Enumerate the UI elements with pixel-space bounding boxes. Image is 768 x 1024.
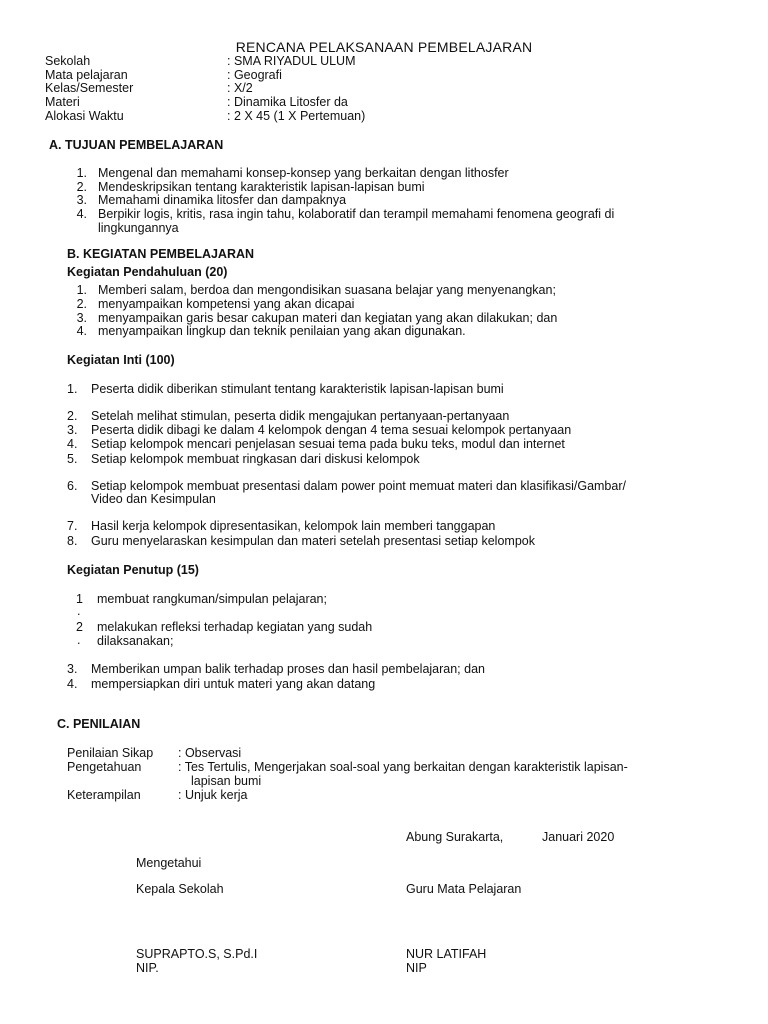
signature-place: Abung Surakarta, xyxy=(406,830,504,844)
list-item-dot: . xyxy=(77,633,81,647)
section-a-heading: A. TUJUAN PEMBELAJARAN xyxy=(49,138,224,152)
list-item-dot: . xyxy=(77,604,81,618)
list-item-number: 2 xyxy=(76,620,83,634)
list-item-number: 4. xyxy=(76,324,87,338)
identity-label-time: Alokasi Waktu xyxy=(45,109,124,123)
list-item-number: 2. xyxy=(76,297,87,311)
signature-right-role: Guru Mata Pelajaran xyxy=(406,882,522,896)
signature-left-nip: NIP. xyxy=(136,961,159,975)
penilaian-label: Penilaian Sikap xyxy=(67,746,154,760)
list-item: Memahami dinamika litosfer dan dampaknya xyxy=(98,193,347,207)
list-item-number: 8. xyxy=(67,534,78,548)
list-item-number: 3. xyxy=(67,662,78,676)
list-item-number: 2. xyxy=(67,409,78,423)
list-item-continuation: Video dan Kesimpulan xyxy=(91,492,216,506)
list-item-number: 1 xyxy=(76,592,83,606)
list-item-number: 5. xyxy=(67,452,78,466)
list-item-continuation: dilaksanakan; xyxy=(97,634,174,648)
identity-label-material: Materi xyxy=(45,95,80,109)
list-item: Hasil kerja kelompok dipresentasikan, kelompok lain memberi tanggapan xyxy=(91,519,496,533)
list-item-number: 4. xyxy=(67,437,78,451)
signature-mengetahui: Mengetahui xyxy=(136,856,202,870)
penilaian-label: Keterampilan xyxy=(67,788,141,802)
signature-left-role: Kepala Sekolah xyxy=(136,882,224,896)
list-item: Setelah melihat stimulan, peserta didik mengajukan pertanyaan-pertanyaan xyxy=(91,409,510,423)
identity-label-class: Kelas/Semester xyxy=(45,81,134,95)
list-item: melakukan refleksi terhadap kegiatan yang sudah xyxy=(97,620,373,634)
identity-label-school: Sekolah xyxy=(45,54,91,68)
list-item: menyampaikan garis besar cakupan materi dan kegiatan yang akan dilakukan; dan xyxy=(98,311,558,325)
list-item: Guru menyelaraskan kesimpulan dan materi setelah presentasi setiap kelompok xyxy=(91,534,535,548)
list-item: membuat rangkuman/simpulan pelajaran; xyxy=(97,592,327,606)
identity-value-school: : SMA RIYADUL ULUM xyxy=(227,54,356,68)
signature-right-nip: NIP xyxy=(406,961,427,975)
signature-date: Januari 2020 xyxy=(542,830,615,844)
penutup-heading: Kegiatan Penutup (15) xyxy=(67,563,199,577)
penilaian-value: : Observasi xyxy=(178,746,242,760)
penilaian-label: Pengetahuan xyxy=(67,760,142,774)
list-item: Peserta didik dibagi ke dalam 4 kelompok dengan 4 tema sesuai kelompok pertanyaan xyxy=(91,423,572,437)
signature-right-name: NUR LATIFAH xyxy=(406,947,487,961)
section-b-heading: B. KEGIATAN PEMBELAJARAN xyxy=(67,247,255,261)
list-item: Memberi salam, berdoa dan mengondisikan suasana belajar yang menyenangkan; xyxy=(98,283,556,297)
list-item-number: 4. xyxy=(76,207,87,221)
list-item: Memberikan umpan balik terhadap proses dan hasil pembelajaran; dan xyxy=(91,662,485,676)
list-item: Berpikir logis, kritis, rasa ingin tahu, kolaboratif dan terampil memahami fenomena geografi di xyxy=(98,207,615,221)
list-item-number: 3. xyxy=(76,193,87,207)
list-item-number: 3. xyxy=(67,423,78,437)
list-item-number: 1. xyxy=(67,382,78,396)
penilaian-value-continuation: lapisan bumi xyxy=(191,774,262,788)
list-item: menyampaikan kompetensi yang akan dicapai xyxy=(98,297,355,311)
identity-value-class: : X/2 xyxy=(227,81,253,95)
list-item-number: 1. xyxy=(76,166,87,180)
signature-left-name: SUPRAPTO.S, S.Pd.I xyxy=(136,947,258,961)
list-item: Setiap kelompok mencari penjelasan sesuai tema pada buku teks, modul dan internet xyxy=(91,437,565,451)
list-item-continuation: lingkungannya xyxy=(98,221,179,235)
list-item-number: 4. xyxy=(67,677,78,691)
penilaian-value: : Tes Tertulis, Mengerjakan soal-soal yang berkaitan dengan karakteristik lapisan- xyxy=(178,760,628,774)
list-item: Mendeskripsikan tentang karakteristik lapisan-lapisan bumi xyxy=(98,180,425,194)
list-item: Mengenal dan memahami konsep-konsep yang berkaitan dengan lithosfer xyxy=(98,166,509,180)
list-item: Peserta didik diberikan stimulant tentang karakteristik lapisan-lapisan bumi xyxy=(91,382,504,396)
list-item: Setiap kelompok membuat presentasi dalam power point memuat materi dan klasifikasi/Gambar/ xyxy=(91,479,626,493)
list-item-number: 2. xyxy=(76,180,87,194)
identity-value-material: : Dinamika Litosfer da xyxy=(227,95,348,109)
list-item: menyampaikan lingkup dan teknik penilaian yang akan digunakan. xyxy=(98,324,466,338)
document-title: RENCANA PELAKSANAAN PEMBELAJARAN xyxy=(235,39,533,55)
identity-value-subject: : Geografi xyxy=(227,68,282,82)
list-item-number: 1. xyxy=(76,283,87,297)
list-item: Setiap kelompok membuat ringkasan dari diskusi kelompok xyxy=(91,452,420,466)
list-item-number: 3. xyxy=(76,311,87,325)
penilaian-value: : Unjuk kerja xyxy=(178,788,248,802)
inti-heading: Kegiatan Inti (100) xyxy=(67,353,175,367)
list-item-number: 7. xyxy=(67,519,78,533)
section-c-heading: C. PENILAIAN xyxy=(57,717,141,731)
list-item: mempersiapkan diri untuk materi yang akan datang xyxy=(91,677,376,691)
identity-value-time: : 2 X 45 (1 X Pertemuan) xyxy=(227,109,366,123)
pendahuluan-heading: Kegiatan Pendahuluan (20) xyxy=(67,265,228,279)
identity-label-subject: Mata pelajaran xyxy=(45,68,128,82)
list-item-number: 6. xyxy=(67,479,78,493)
